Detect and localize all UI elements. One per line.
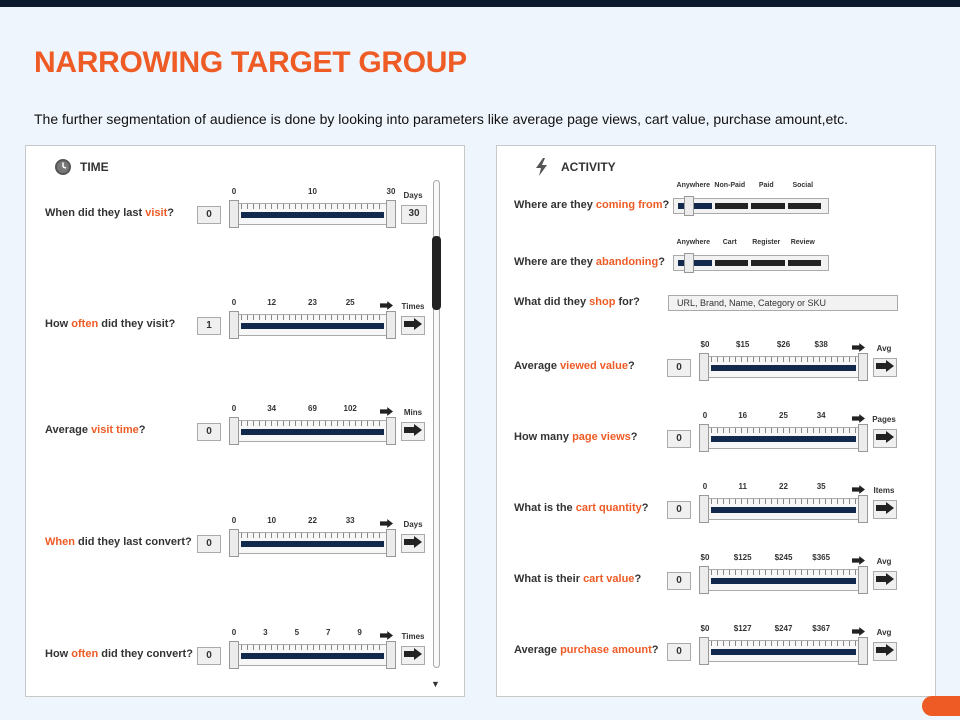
slider-handle-min[interactable]: [699, 353, 709, 381]
arrow-right-icon: [404, 535, 422, 553]
slider-ticks: [711, 641, 856, 646]
top-bar: [0, 0, 960, 7]
slider-handle-min[interactable]: [699, 424, 709, 452]
apply-arrow-button[interactable]: [401, 422, 425, 441]
tick-label: 0: [231, 187, 237, 196]
question-label: [514, 573, 641, 585]
slider-handle-min[interactable]: [699, 637, 709, 665]
slider-segment: [715, 260, 749, 266]
unit-label: Days: [403, 191, 423, 200]
question-highlight: purchase amount: [560, 644, 652, 656]
apply-arrow-button[interactable]: [873, 642, 897, 661]
range-slider[interactable]: [700, 427, 867, 449]
question-text: ?: [167, 207, 174, 219]
question-text: did they last convert?: [74, 536, 192, 548]
range-slider[interactable]: [230, 203, 395, 225]
segment-label: Anywhere: [676, 239, 710, 246]
question-label: [45, 207, 174, 219]
arrow-right-icon: [876, 501, 894, 519]
tick-label: 0: [702, 411, 708, 420]
segment-label: Register: [752, 239, 781, 246]
slider-ticks: [711, 428, 856, 433]
question-text: What is the: [514, 502, 576, 514]
apply-arrow-button[interactable]: [873, 429, 897, 448]
unit-label: Times: [401, 632, 425, 641]
question-label: [514, 502, 648, 514]
time-panel-title: TIME: [80, 160, 109, 174]
slider-segment: [751, 203, 785, 209]
question-text: How many: [514, 431, 573, 443]
tick-label: 34: [267, 404, 277, 413]
activity-panel: [496, 145, 936, 697]
apply-arrow-button[interactable]: [401, 646, 425, 665]
tick-label: 16: [738, 411, 748, 420]
tick-label: 30: [386, 187, 396, 196]
tick-label: $245: [774, 553, 793, 562]
question-text: did they visit?: [98, 318, 176, 330]
page-title: NARROWING TARGET GROUP: [34, 46, 467, 79]
question-highlight: shop: [589, 296, 616, 308]
unit-label: Avg: [876, 628, 892, 637]
value-input[interactable]: 0: [667, 572, 691, 590]
tick-label: 102: [343, 404, 357, 413]
unit-label: Times: [401, 302, 425, 311]
question-label: [45, 536, 192, 548]
slider-track: [241, 429, 384, 435]
slider-ticks: [241, 421, 384, 426]
tick-label: 0: [231, 628, 237, 637]
slider-handle-min[interactable]: [229, 311, 239, 339]
question-text: ?: [651, 644, 659, 656]
question-text: Average: [45, 424, 92, 436]
value-input[interactable]: 0: [667, 430, 691, 448]
slider-handle-max[interactable]: [386, 417, 396, 445]
slider-handle-min[interactable]: [229, 641, 239, 669]
question-label: [514, 431, 638, 443]
tick-label: 0: [231, 404, 237, 413]
tick-label: 9: [357, 628, 362, 637]
slider-ticks: [711, 357, 856, 362]
slider-handle[interactable]: [684, 196, 694, 216]
page-subtitle: The further segmentation of audience is done by looking into parameters like average page views, cart value, purchase amount,etc.: [34, 111, 849, 127]
question-text: ?: [634, 573, 642, 585]
question-label: [45, 648, 193, 660]
tick-label: 11: [738, 482, 747, 491]
tick-label: 0: [231, 516, 237, 525]
tick-label: $26: [776, 340, 791, 349]
activity-panel-title: ACTIVITY: [561, 160, 616, 174]
tick-label: 23: [308, 298, 317, 307]
tick-label: $38: [814, 340, 828, 349]
time-panel-header: [54, 158, 109, 176]
value-input[interactable]: 0: [667, 501, 691, 519]
question-label: [514, 296, 640, 308]
tick-label: 0: [702, 482, 708, 491]
apply-arrow-button[interactable]: [401, 534, 425, 553]
range-slider[interactable]: [230, 532, 395, 554]
slider-ticks: [241, 533, 384, 538]
question-text: Where are they: [514, 199, 596, 211]
tick-label: $0: [700, 624, 710, 633]
segment-label: Anywhere: [676, 182, 710, 189]
slider-handle-max[interactable]: [858, 637, 868, 665]
value-input[interactable]: 0: [197, 535, 221, 553]
question-text: How: [45, 318, 72, 330]
slider-track: [711, 649, 856, 655]
slider-handle-max[interactable]: [858, 424, 868, 452]
segment-label: Paid: [758, 182, 774, 189]
tick-label: 34: [816, 411, 826, 420]
tick-label: 22: [779, 482, 788, 491]
activity-panel-header: [535, 158, 616, 176]
slider-track: [241, 212, 384, 218]
tick-label: $0: [700, 340, 710, 349]
question-highlight: viewed value: [560, 360, 628, 372]
slider-handle-max[interactable]: [858, 353, 868, 381]
small-arrow-icon: [852, 481, 866, 491]
tick-label: 10: [308, 187, 317, 196]
range-slider[interactable]: [700, 498, 867, 520]
slider-handle-max[interactable]: [386, 200, 396, 228]
question-label: [514, 644, 658, 656]
tick-label: 0: [231, 298, 237, 307]
unit-label: Days: [403, 520, 423, 529]
apply-arrow-button[interactable]: [873, 500, 897, 519]
value-input[interactable]: 0: [667, 359, 691, 377]
apply-arrow-button[interactable]: [873, 358, 897, 377]
slider-track: [711, 578, 856, 584]
slider-track: [711, 436, 856, 442]
tick-label: 12: [267, 298, 277, 307]
unit-label: Pages: [872, 415, 896, 424]
value-input[interactable]: 0: [667, 643, 691, 661]
tick-label: 25: [345, 298, 355, 307]
question-text: for?: [615, 296, 640, 308]
tick-label: $125: [733, 553, 752, 562]
small-arrow-icon: [380, 297, 394, 307]
slider-ticks: [241, 315, 384, 320]
range-slider[interactable]: [230, 420, 395, 442]
question-highlight: often: [71, 648, 99, 660]
slider-handle-min[interactable]: [229, 417, 239, 445]
tick-label: 22: [308, 516, 317, 525]
question-highlight: page views: [572, 431, 631, 443]
question-text: ?: [641, 502, 649, 514]
slider-segment: [715, 203, 749, 209]
question-label: [514, 360, 635, 372]
slider-handle-max[interactable]: [386, 529, 396, 557]
arrow-right-icon: [876, 643, 894, 661]
tick-label: 3: [263, 628, 268, 637]
arrow-right-icon: [876, 572, 894, 590]
tick-label: 5: [294, 628, 300, 637]
tick-label: $0: [700, 553, 710, 562]
range-slider[interactable]: [700, 640, 867, 662]
question-label: [45, 318, 175, 330]
value-input[interactable]: 0: [197, 423, 221, 441]
slider-handle-min[interactable]: [229, 529, 239, 557]
slider-segment: [751, 260, 785, 266]
question-text: ?: [658, 256, 665, 268]
slider-handle-min[interactable]: [699, 495, 709, 523]
range-slider[interactable]: [700, 356, 867, 378]
tick-label: $247: [774, 624, 793, 633]
slider-handle-min[interactable]: [229, 200, 239, 228]
segment-label: Non-Paid: [714, 182, 746, 189]
tick-label: 7: [325, 628, 331, 637]
question-highlight: visit: [145, 207, 168, 219]
arrow-right-icon: [404, 423, 422, 441]
tick-label: 35: [816, 482, 826, 491]
slider-track: [241, 653, 384, 659]
tick-label: $367: [812, 624, 831, 633]
question-text: ?: [662, 199, 670, 211]
question-highlight: abandoning: [595, 256, 659, 268]
slider-ticks: [241, 204, 384, 209]
tick-label: $15: [735, 340, 750, 349]
slider-handle-max[interactable]: [858, 566, 868, 594]
unit-label: Items: [873, 486, 895, 495]
unit-label: Avg: [876, 557, 892, 566]
end-value-input[interactable]: 30: [401, 205, 427, 224]
slider-handle-max[interactable]: [386, 641, 396, 669]
small-arrow-icon: [380, 515, 394, 525]
tick-label: $365: [812, 553, 831, 562]
value-input[interactable]: 1: [197, 317, 221, 335]
question-text: Average: [514, 644, 561, 656]
slider-track: [241, 323, 384, 329]
question-label: [514, 256, 665, 268]
range-slider[interactable]: [230, 314, 395, 336]
question-text: did they convert?: [98, 648, 193, 660]
slider-handle-max[interactable]: [386, 311, 396, 339]
arrow-right-icon: [404, 317, 422, 335]
question-text: ?: [630, 431, 638, 443]
tick-label: $127: [733, 624, 752, 633]
clock-icon: [54, 158, 72, 176]
slider-segment: [788, 260, 822, 266]
small-arrow-icon: [380, 403, 394, 413]
arrow-right-icon: [876, 430, 894, 448]
tick-label: 25: [779, 411, 788, 420]
small-arrow-icon: [852, 339, 866, 349]
tick-label: 10: [267, 516, 277, 525]
value-input[interactable]: 0: [197, 647, 221, 665]
segment-slider[interactable]: [673, 198, 829, 214]
scrollbar-thumb[interactable]: [432, 236, 441, 310]
unit-label: Avg: [876, 344, 892, 353]
question-text: ?: [138, 424, 146, 436]
question-highlight: cart quantity: [575, 502, 642, 514]
lightning-icon: [535, 158, 553, 176]
segment-label: Social: [792, 182, 814, 189]
range-slider[interactable]: [700, 569, 867, 591]
slider-segment: [788, 203, 822, 209]
apply-arrow-button[interactable]: [873, 571, 897, 590]
slider-ticks: [711, 570, 856, 575]
slider-ticks: [241, 645, 384, 650]
value-input[interactable]: 0: [197, 206, 221, 224]
question-text: ?: [627, 360, 635, 372]
arrow-right-icon: [876, 359, 894, 377]
question-highlight: coming from: [595, 199, 663, 211]
slider-track: [241, 541, 384, 547]
question-highlight: visit time: [91, 424, 139, 436]
small-arrow-icon: [852, 552, 866, 562]
tick-label: 69: [308, 404, 317, 413]
question-label: [45, 424, 145, 436]
question-text: When did they last: [45, 207, 146, 219]
search-input[interactable]: URL, Brand, Name, Category or SKU: [668, 295, 898, 311]
segment-label: Review: [790, 239, 815, 246]
question-text: Where are they: [514, 256, 596, 268]
slider-handle-min[interactable]: [699, 566, 709, 594]
slider-ticks: [711, 499, 856, 504]
scroll-down-arrow-icon[interactable]: ▼: [431, 679, 440, 689]
question-text: What is their: [514, 573, 584, 585]
range-slider[interactable]: [230, 644, 395, 666]
segment-slider[interactable]: [673, 255, 829, 271]
question-highlight: cart value: [583, 573, 635, 585]
question-highlight: When: [45, 536, 75, 548]
arrow-right-icon: [404, 647, 422, 665]
segment-label: Cart: [722, 239, 737, 246]
question-text: Average: [514, 360, 561, 372]
small-arrow-icon: [852, 410, 866, 420]
slider-handle-max[interactable]: [858, 495, 868, 523]
question-text: How: [45, 648, 72, 660]
tick-label: 33: [345, 516, 355, 525]
question-label: [514, 199, 669, 211]
corner-accent-tab: [922, 696, 960, 716]
unit-label: Mins: [403, 408, 423, 417]
question-highlight: often: [71, 318, 99, 330]
small-arrow-icon: [380, 627, 394, 637]
small-arrow-icon: [852, 623, 866, 633]
slider-handle[interactable]: [684, 253, 694, 273]
slider-track: [711, 365, 856, 371]
slider-track: [711, 507, 856, 513]
question-text: What did they: [514, 296, 590, 308]
apply-arrow-button[interactable]: [401, 316, 425, 335]
